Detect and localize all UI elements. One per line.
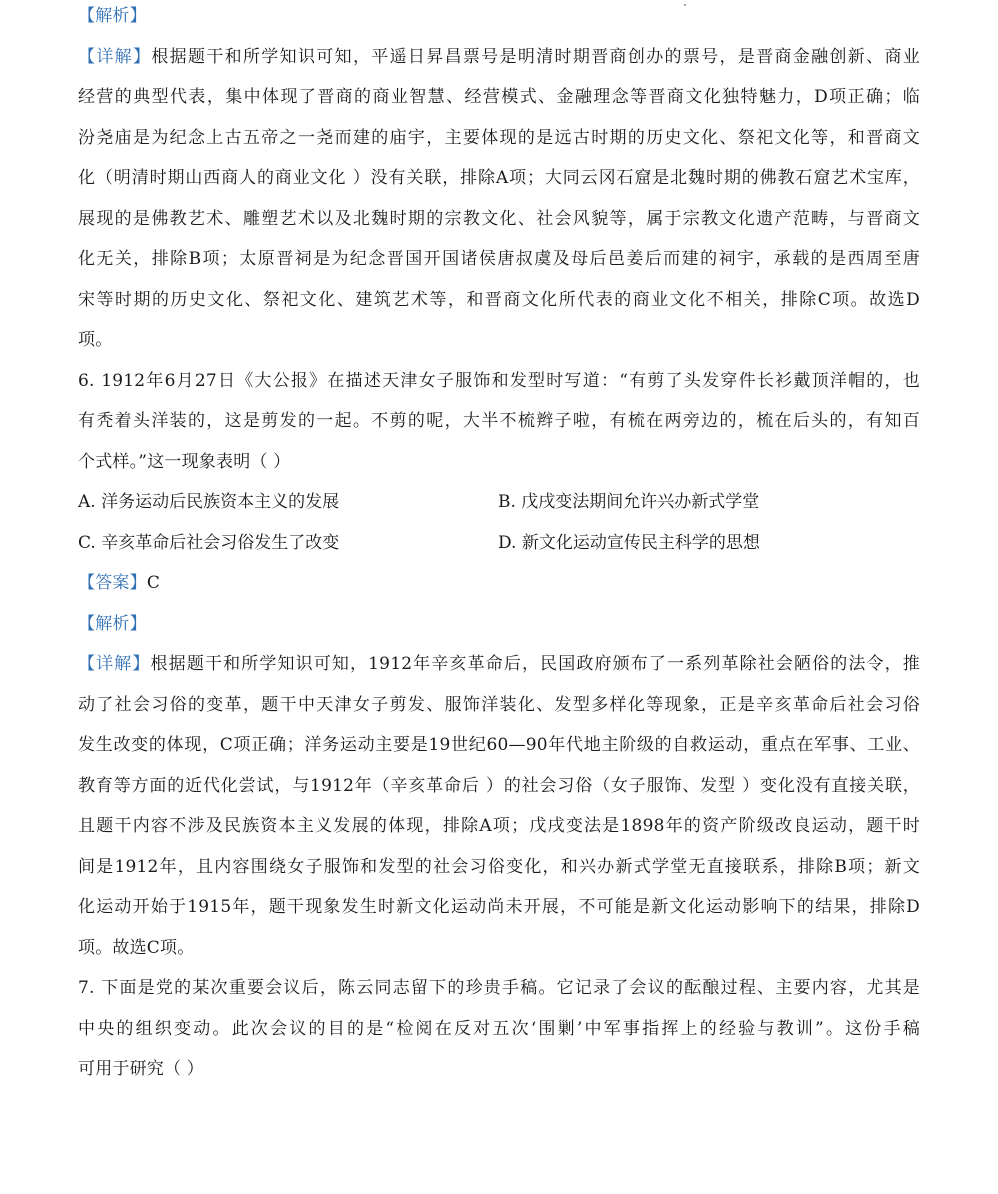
- q5-detail-line-6: 化无关，排除B项；太原晋祠是为纪念晋国开国诸侯唐叔虞及母后邑姜后而建的祠宇，承载的是西周至唐: [78, 249, 920, 269]
- q6-stem-line-2: 有秃着头洋装的，这是剪发的一起。不剪的呢，大半不梳辫子啦，有梳在两旁边的，梳在后头的，有知百: [78, 411, 920, 431]
- q6-stem-line-3: 个式样。”这一现象表明（ ）: [78, 452, 291, 472]
- q5-detail-line-5: 展现的是佛教艺术、雕塑艺术以及北魏时期的宗教文化、社会风貌等，属于宗教文化遗产范畴，与晋商文: [78, 209, 920, 229]
- q6-answer-value: C: [146, 573, 161, 593]
- q6-detail-tag: 【详解】: [78, 654, 151, 674]
- q7-stem-line-1: 7. 下面是党的某次重要会议后，陈云同志留下的珍贵手稿。它记录了会议的酝酿过程、主要内容，尤其是: [78, 978, 920, 998]
- q6-detail-line-4: 教育等方面的近代化尝试，与1912年（辛亥革命后 ）的社会习俗（女子服饰、发型 ）变化没有直接关联，: [78, 776, 920, 796]
- q6-detail-line-1: [78, 652, 920, 676]
- q6-analysis-tag: 【解析】: [78, 614, 147, 634]
- q6-detail-line-5: 且题干内容不涉及民族资本主义发展的体现，排除A项；戊戌变法是1898年的资产阶级改良运动，题干时: [78, 816, 920, 836]
- q5-detail-text: 根据题干和所学知识可知，平遥日昇昌票号是明清时期晋商创办的票号，是晋商金融创新、商业: [151, 47, 920, 67]
- q6-answer-tag: 【答案】: [78, 573, 147, 593]
- q5-analysis-tag: 【解析】: [78, 6, 147, 26]
- q6-detail-line-6: 间是1912年，且内容围绕女子服饰和发型的社会习俗变化，和兴办新式学堂无直接联系，排除B项；新文: [78, 857, 920, 877]
- q6-detail-line-7: 化运动开始于1915年，题干现象发生时新文化运动尚未开展，不可能是新文化运动影响下的结果，排除D: [78, 897, 920, 917]
- q6-option-c: C. 辛亥革命后社会习俗发生了改变: [78, 533, 340, 553]
- q5-detail-line-1: [78, 45, 920, 69]
- q5-detail-line-7: 宋等时期的历史文化、祭祀文化、建筑艺术等，和晋商文化所代表的商业文化不相关，排除C项。故选D: [78, 290, 920, 310]
- q6-option-a: A. 洋务运动后民族资本主义的发展: [78, 492, 340, 512]
- q5-detail-line-4: 化（明清时期山西商人的商业文化 ）没有关联，排除A项；大同云冈石窟是北魏时期的佛教石窟艺术宝库，: [78, 168, 920, 188]
- q5-detail-tag: 【详解】: [78, 47, 152, 67]
- q6-answer-line: [78, 571, 920, 595]
- q7-stem-line-3: 可用于研究（ ）: [78, 1059, 205, 1079]
- q5-detail-line-8: 项。: [78, 330, 113, 350]
- q6-option-b: B. 戊戌变法期间允许兴办新式学堂: [498, 492, 760, 512]
- q7-stem-line-2: 中央的组织变动。此次会议的目的是“检阅在反对五次‘围剿’中军事指挥上的经验与教训”。这份手稿: [78, 1019, 920, 1039]
- q6-detail-line-2: 动了社会习俗的变革，题干中天津女子剪发、服饰洋装化、发型多样化等现象，正是辛亥革命后社会习俗: [78, 695, 920, 715]
- q6-stem-line-1: 6. 1912年6月27日《大公报》在描述天津女子服饰和发型时写道：“有剪了头发穿件长衫戴顶洋帽的，也: [78, 371, 920, 391]
- q5-detail-line-2: 经营的典型代表，集中体现了晋商的商业智慧、经营模式、金融理念等晋商文化独特魅力，D项正确；临: [78, 87, 920, 107]
- q6-detail-line-3: 发生改变的体现，C项正确；洋务运动主要是19世纪60—90年代地主阶级的自救运动，重点在军事、工业、: [78, 735, 920, 755]
- q5-detail-line-3: 汾尧庙是为纪念上古五帝之一尧而建的庙宇，主要体现的是远古时期的历史文化、祭祀文化等，和晋商文: [78, 128, 920, 148]
- q6-detail-text: 根据题干和所学知识可知，1912年辛亥革命后，民国政府颁布了一系列革除社会陋俗的法令，推: [150, 654, 920, 674]
- q6-detail-line-8: 项。故选C项。: [78, 938, 195, 958]
- q6-option-d: D. 新文化运动宣传民主科学的思想: [498, 533, 760, 553]
